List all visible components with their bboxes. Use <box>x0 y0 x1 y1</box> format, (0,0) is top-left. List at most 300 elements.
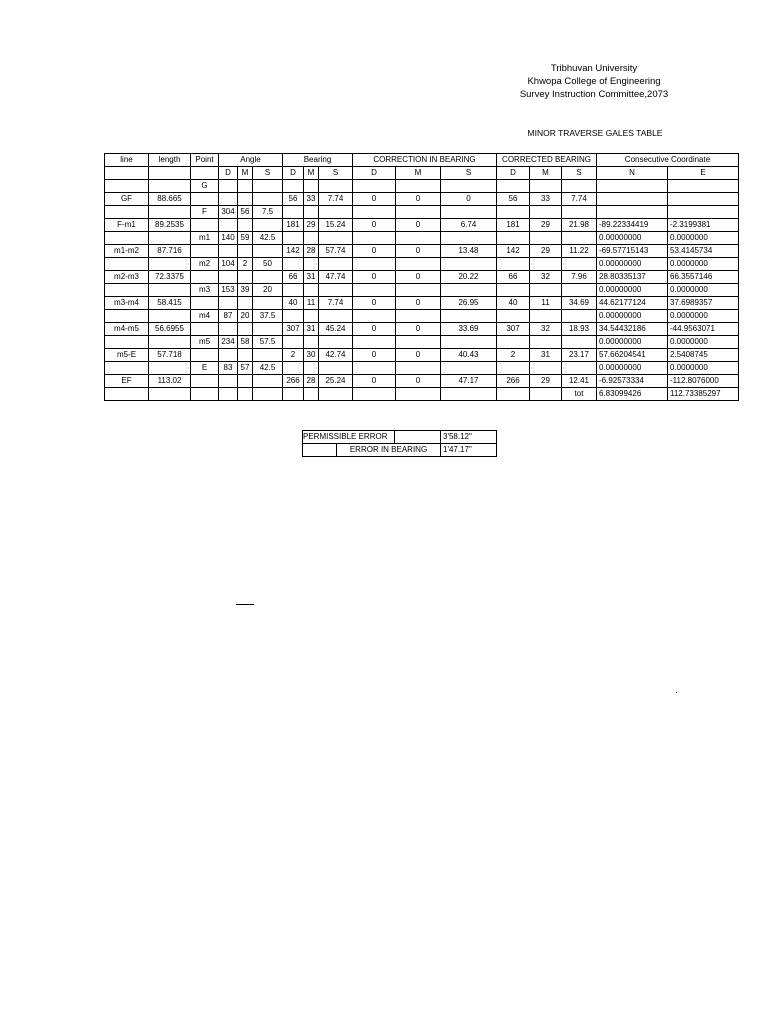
table-cell: m2 <box>191 258 219 271</box>
table-row <box>105 245 739 258</box>
table-cell <box>238 180 253 193</box>
table-cell: 15.24 <box>319 219 353 232</box>
table-cell <box>562 336 597 349</box>
table-cell: 31 <box>304 271 319 284</box>
table-cell: 112.73385297 <box>668 388 739 401</box>
table-cell <box>283 258 304 271</box>
table-cell <box>441 362 497 375</box>
table-cell: 23.17 <box>562 349 597 362</box>
table-cell: 0 <box>353 193 396 206</box>
table-cell <box>283 310 304 323</box>
table-cell <box>304 310 319 323</box>
table-cell <box>668 180 739 193</box>
table-cell <box>353 232 396 245</box>
table-cell: m5-E <box>105 349 149 362</box>
table-cell <box>441 206 497 219</box>
table-cell <box>283 388 304 401</box>
table-cell: 57.74 <box>319 245 353 258</box>
table-cell: 0 <box>396 323 441 336</box>
table-cell: 58.415 <box>149 297 191 310</box>
table-cell <box>597 206 668 219</box>
table-cell <box>219 180 238 193</box>
table-cell <box>105 258 149 271</box>
table-cell: 0 <box>396 349 441 362</box>
table-cell: 87 <box>219 310 238 323</box>
table-cell: 0 <box>396 375 441 388</box>
col-point-header: Point <box>191 154 219 167</box>
table-cell <box>283 232 304 245</box>
table-cell <box>562 362 597 375</box>
table-row <box>105 349 739 362</box>
subheader-cell: N <box>597 167 668 180</box>
table-cell: 29 <box>304 219 319 232</box>
subheader-cell: M <box>304 167 319 180</box>
table-cell: -89.22334419 <box>597 219 668 232</box>
subheader-cell: D <box>219 167 238 180</box>
table-cell: 104 <box>219 258 238 271</box>
table-cell <box>283 206 304 219</box>
table-cell <box>219 219 238 232</box>
table-cell: 28.80335137 <box>597 271 668 284</box>
table-row <box>105 258 739 271</box>
table-cell: 66 <box>497 271 530 284</box>
table-cell <box>396 362 441 375</box>
table-cell <box>396 310 441 323</box>
table-cell: 11 <box>530 297 562 310</box>
table-cell: 0 <box>353 271 396 284</box>
table-cell <box>105 284 149 297</box>
table-cell <box>497 284 530 297</box>
table-cell <box>530 206 562 219</box>
table-cell <box>191 245 219 258</box>
table-cell: 0.00000000 <box>597 310 668 323</box>
table-cell <box>353 362 396 375</box>
table-cell: 53.4145734 <box>668 245 739 258</box>
table-cell <box>530 284 562 297</box>
table-cell <box>238 375 253 388</box>
table-cell <box>530 232 562 245</box>
table-cell <box>219 193 238 206</box>
permissible-error-value: 3'58.12" <box>441 431 497 444</box>
table-cell <box>149 180 191 193</box>
stray-dash <box>236 604 254 605</box>
table-cell: -69.57715143 <box>597 245 668 258</box>
table-cell <box>353 388 396 401</box>
table-cell <box>219 323 238 336</box>
table-cell: 11 <box>304 297 319 310</box>
table-cell <box>497 336 530 349</box>
table-cell <box>191 323 219 336</box>
table-cell: 42.74 <box>319 349 353 362</box>
table-cell: 142 <box>283 245 304 258</box>
table-cell: 140 <box>219 232 238 245</box>
table-cell: 56 <box>497 193 530 206</box>
table-cell <box>219 375 238 388</box>
table-cell: 6.83099426 <box>597 388 668 401</box>
table-cell: 32 <box>530 323 562 336</box>
table-row <box>105 336 739 349</box>
table-cell <box>283 284 304 297</box>
table-cell: 0 <box>396 245 441 258</box>
table-cell <box>219 388 238 401</box>
table-cell <box>353 336 396 349</box>
table-cell <box>497 232 530 245</box>
table-cell <box>668 193 739 206</box>
table-cell: 13.48 <box>441 245 497 258</box>
table-cell <box>319 284 353 297</box>
table-cell: 40.43 <box>441 349 497 362</box>
document-header <box>500 62 688 101</box>
table-cell: 32 <box>530 271 562 284</box>
table-cell: 0.00000000 <box>597 258 668 271</box>
table-cell: 30 <box>304 349 319 362</box>
table-cell <box>530 336 562 349</box>
table-cell <box>304 336 319 349</box>
table-cell <box>191 219 219 232</box>
table-cell <box>253 219 283 232</box>
table-title: MINOR TRAVERSE GALES TABLE <box>527 128 663 138</box>
table-cell: 33 <box>304 193 319 206</box>
table-cell <box>396 258 441 271</box>
table-cell <box>562 310 597 323</box>
table-cell: 66 <box>283 271 304 284</box>
table-cell: 0.00000000 <box>597 362 668 375</box>
table-cell: 40 <box>497 297 530 310</box>
table-cell <box>319 232 353 245</box>
table-cell <box>253 349 283 362</box>
error-table <box>302 430 497 457</box>
table-cell: 2 <box>283 349 304 362</box>
table-cell: 39 <box>238 284 253 297</box>
col-coordinate-header: Consecutive Coordinate <box>597 154 739 167</box>
table-cell: 0 <box>396 219 441 232</box>
table-cell: 37.5 <box>253 310 283 323</box>
table-cell: -2.3199381 <box>668 219 739 232</box>
table-row <box>105 271 739 284</box>
table-cell <box>441 258 497 271</box>
table-cell: 7.74 <box>319 297 353 310</box>
table-cell: -6.92573334 <box>597 375 668 388</box>
table-cell: 47.74 <box>319 271 353 284</box>
table-cell: 28 <box>304 245 319 258</box>
table-cell: 45.24 <box>319 323 353 336</box>
table-cell <box>283 180 304 193</box>
table-cell: 34.69 <box>562 297 597 310</box>
table-cell <box>668 206 739 219</box>
table-cell: 56.6955 <box>149 323 191 336</box>
subheader-cell: M <box>530 167 562 180</box>
table-row <box>105 180 739 193</box>
table-cell: 59 <box>238 232 253 245</box>
college-name: Khwopa College of Engineering <box>527 76 661 87</box>
table-cell <box>353 180 396 193</box>
table-cell: 307 <box>283 323 304 336</box>
subheader-row <box>105 167 739 180</box>
table-cell: m1 <box>191 232 219 245</box>
table-cell: 72.3375 <box>149 271 191 284</box>
table-cell <box>105 362 149 375</box>
table-cell: 0.0000000 <box>668 362 739 375</box>
table-cell <box>562 232 597 245</box>
table-cell: 7.74 <box>319 193 353 206</box>
table-cell <box>441 336 497 349</box>
subheader-cell <box>149 167 191 180</box>
table-cell <box>597 180 668 193</box>
table-cell: 6.74 <box>441 219 497 232</box>
table-cell <box>396 180 441 193</box>
table-cell: 33.69 <box>441 323 497 336</box>
table-cell: 304 <box>219 206 238 219</box>
col-bearing-header: Bearing <box>283 154 353 167</box>
table-cell <box>149 388 191 401</box>
table-cell: 0.00000000 <box>597 232 668 245</box>
traverse-table <box>104 153 739 401</box>
table-row <box>105 232 739 245</box>
table-cell: 34.54432186 <box>597 323 668 336</box>
table-cell: 29 <box>530 219 562 232</box>
table-cell <box>530 362 562 375</box>
table-cell: m4 <box>191 310 219 323</box>
subheader-cell: D <box>497 167 530 180</box>
table-row <box>105 297 739 310</box>
table-cell: m3 <box>191 284 219 297</box>
subheader-cell <box>191 167 219 180</box>
table-cell <box>149 284 191 297</box>
table-cell: m3-m4 <box>105 297 149 310</box>
table-cell <box>304 258 319 271</box>
table-cell <box>105 180 149 193</box>
table-cell <box>191 375 219 388</box>
table-cell: 266 <box>283 375 304 388</box>
subheader-cell: S <box>253 167 283 180</box>
table-cell: 2 <box>497 349 530 362</box>
table-cell: 58 <box>238 336 253 349</box>
table-cell <box>562 258 597 271</box>
table-cell <box>191 193 219 206</box>
table-cell: 0 <box>353 245 396 258</box>
table-cell: 0.00000000 <box>597 336 668 349</box>
table-cell: tot <box>562 388 597 401</box>
table-cell: m1-m2 <box>105 245 149 258</box>
university-name: Tribhuvan University <box>550 63 638 74</box>
table-cell <box>253 323 283 336</box>
table-cell <box>497 180 530 193</box>
table-cell <box>353 284 396 297</box>
table-cell <box>319 310 353 323</box>
table-cell <box>219 271 238 284</box>
table-cell <box>238 388 253 401</box>
col-line-header: line <box>105 154 149 167</box>
table-cell: 88.665 <box>149 193 191 206</box>
table-cell: m5 <box>191 336 219 349</box>
table-cell <box>219 349 238 362</box>
table-cell <box>441 180 497 193</box>
table-cell: 42.5 <box>253 362 283 375</box>
table-row <box>105 388 739 401</box>
table-cell <box>497 388 530 401</box>
table-cell: 2.5408745 <box>668 349 739 362</box>
stray-dot <box>676 692 677 693</box>
table-cell <box>353 310 396 323</box>
table-cell <box>253 388 283 401</box>
table-cell <box>253 271 283 284</box>
table-cell: 7.96 <box>562 271 597 284</box>
table-cell: 44.62177124 <box>597 297 668 310</box>
table-cell: 153 <box>219 284 238 297</box>
table-cell <box>238 271 253 284</box>
table-cell <box>253 297 283 310</box>
table-cell: 31 <box>530 349 562 362</box>
subheader-cell: M <box>396 167 441 180</box>
table-cell <box>304 388 319 401</box>
table-cell: 66.3557146 <box>668 271 739 284</box>
table-cell <box>105 388 149 401</box>
table-cell: 18.93 <box>562 323 597 336</box>
table-cell <box>149 232 191 245</box>
blank-cell <box>395 431 441 444</box>
table-row <box>105 219 739 232</box>
table-cell: 47.17 <box>441 375 497 388</box>
table-cell <box>105 310 149 323</box>
table-cell: 0 <box>441 193 497 206</box>
table-cell <box>191 297 219 310</box>
table-cell <box>238 245 253 258</box>
table-cell: 12.41 <box>562 375 597 388</box>
table-cell: 0.00000000 <box>597 284 668 297</box>
bearing-error-value: 1'47.17" <box>441 444 497 457</box>
subheader-cell: S <box>319 167 353 180</box>
table-cell <box>319 180 353 193</box>
table-cell <box>562 206 597 219</box>
committee-name: Survey Instruction Committee,2073 <box>519 89 669 100</box>
table-cell <box>105 206 149 219</box>
table-cell: 0 <box>353 297 396 310</box>
table-cell: m2-m3 <box>105 271 149 284</box>
permissible-error-label: PERMISSIBLE ERROR <box>303 431 395 444</box>
table-cell: 0 <box>353 323 396 336</box>
table-cell: 42.5 <box>253 232 283 245</box>
table-cell: 57.5 <box>253 336 283 349</box>
table-cell <box>149 206 191 219</box>
table-cell <box>562 284 597 297</box>
table-cell <box>191 349 219 362</box>
subheader-cell: E <box>668 167 739 180</box>
subheader-cell: S <box>441 167 497 180</box>
table-cell: 0 <box>353 375 396 388</box>
table-cell: 20 <box>253 284 283 297</box>
table-cell <box>530 310 562 323</box>
table-cell: 0 <box>396 271 441 284</box>
table-row <box>105 323 739 336</box>
table-cell <box>149 362 191 375</box>
table-cell <box>105 232 149 245</box>
table-cell: 0 <box>353 219 396 232</box>
table-cell <box>238 193 253 206</box>
table-cell <box>530 258 562 271</box>
table-cell <box>319 362 353 375</box>
table-cell: 7.74 <box>562 193 597 206</box>
table-cell: 11.22 <box>562 245 597 258</box>
table-cell <box>319 258 353 271</box>
table-row <box>105 375 739 388</box>
bearing-error-label: ERROR IN BEARING <box>337 444 441 457</box>
table-cell: -44.9563071 <box>668 323 739 336</box>
table-cell <box>597 193 668 206</box>
table-cell: 29 <box>530 375 562 388</box>
header-row <box>105 154 739 167</box>
subheader-cell <box>105 167 149 180</box>
table-cell: 21.98 <box>562 219 597 232</box>
table-cell: 0.0000000 <box>668 258 739 271</box>
table-cell: 57.66204541 <box>597 349 668 362</box>
table-cell: 31 <box>304 323 319 336</box>
table-cell <box>304 232 319 245</box>
table-cell: 83 <box>219 362 238 375</box>
subheader-cell: M <box>238 167 253 180</box>
table-cell <box>219 297 238 310</box>
table-cell: G <box>191 180 219 193</box>
table-cell <box>253 180 283 193</box>
table-cell: F-m1 <box>105 219 149 232</box>
table-cell <box>497 206 530 219</box>
table-cell <box>353 258 396 271</box>
table-cell: 113.02 <box>149 375 191 388</box>
table-cell: 56 <box>283 193 304 206</box>
table-cell: 0 <box>396 297 441 310</box>
table-cell: 25.24 <box>319 375 353 388</box>
table-cell: m4-m5 <box>105 323 149 336</box>
table-row <box>105 193 739 206</box>
col-correction-header: CORRECTION IN BEARING <box>353 154 497 167</box>
table-cell <box>319 206 353 219</box>
table-cell: 89.2535 <box>149 219 191 232</box>
table-cell <box>396 388 441 401</box>
table-row <box>105 310 739 323</box>
table-cell: 0.0000000 <box>668 284 739 297</box>
table-cell <box>497 258 530 271</box>
subheader-cell: D <box>283 167 304 180</box>
table-cell <box>530 180 562 193</box>
table-cell: 266 <box>497 375 530 388</box>
table-cell: 29 <box>530 245 562 258</box>
table-cell <box>149 336 191 349</box>
table-cell <box>441 310 497 323</box>
table-cell: 234 <box>219 336 238 349</box>
table-cell <box>219 245 238 258</box>
table-cell <box>562 180 597 193</box>
table-cell <box>396 284 441 297</box>
table-cell: 0.0000000 <box>668 310 739 323</box>
table-cell <box>396 336 441 349</box>
table-cell: EF <box>105 375 149 388</box>
table-cell <box>304 206 319 219</box>
table-cell <box>353 206 396 219</box>
table-cell: 181 <box>283 219 304 232</box>
table-cell <box>105 336 149 349</box>
table-cell <box>149 258 191 271</box>
table-cell: 56 <box>238 206 253 219</box>
table-cell <box>253 375 283 388</box>
table-cell: E <box>191 362 219 375</box>
table-row <box>105 206 739 219</box>
table-cell: 2 <box>238 258 253 271</box>
table-cell: 20 <box>238 310 253 323</box>
table-cell <box>283 362 304 375</box>
col-corrected-header: CORRECTED BEARING <box>497 154 597 167</box>
table-cell: 0.0000000 <box>668 336 739 349</box>
table-cell <box>191 271 219 284</box>
col-length-header: length <box>149 154 191 167</box>
